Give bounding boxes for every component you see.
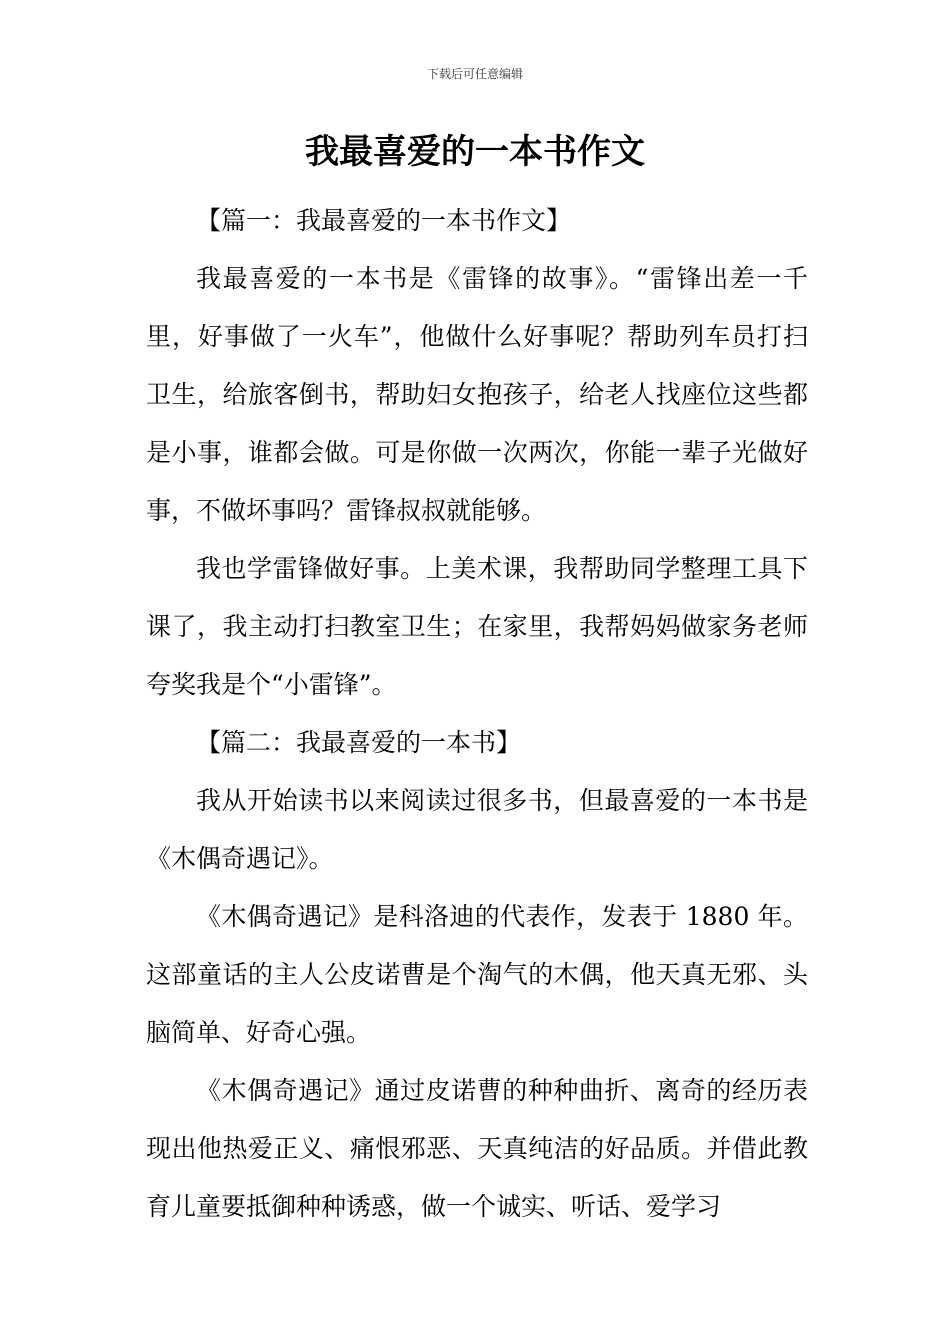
paragraph: 我最喜爱的一本书是《雷锋的故事》。“雷锋出差一千里，好事做了一火车”，他做什么好事呢？帮助列车员打扫卫生，给旅客倒书，帮助妇女抱孩子，给老人找座位这些都是小事，谁都会做。可是你做一次两次，你能一辈子光做好事，不做坏事吗？雷锋叔叔就能够。 bbox=[146, 264, 808, 525]
paragraph: 《木偶奇遇记》通过皮诺曹的种种曲折、离奇的经历表现出他热爱正义、痛恨邪恶、天真纯洁的好品质。并借此教育儿童要抵御种种诱惑，做一个诚实、听话、爱学习 bbox=[146, 1076, 808, 1221]
section-heading-1: 【篇一：我最喜爱的一本书作文】 bbox=[196, 206, 572, 235]
paragraph: 我也学雷锋做好事。上美术课，我帮助同学整理工具下课了，我主动打扫教室卫生；在家里，我帮妈妈做家务老师夸奖我是个“小雷锋”。 bbox=[146, 554, 808, 699]
paragraph: 《木偶奇遇记》是科洛迪的代表作，发表于 1880 年。这部童话的主人公皮诺曹是个淘气的木偶，他天真无邪、头脑简单、好奇心强。 bbox=[146, 902, 808, 1047]
paragraph: 我从开始读书以来阅读过很多书，但最喜爱的一本书是《木偶奇遇记》。 bbox=[146, 786, 808, 873]
document-body bbox=[146, 192, 808, 1236]
header-note: 下载后可任意编辑 bbox=[426, 67, 523, 81]
section-heading-2: 【篇二：我最喜爱的一本书】 bbox=[196, 728, 522, 757]
page-title: 我最喜爱的一本书作文 bbox=[305, 132, 645, 172]
